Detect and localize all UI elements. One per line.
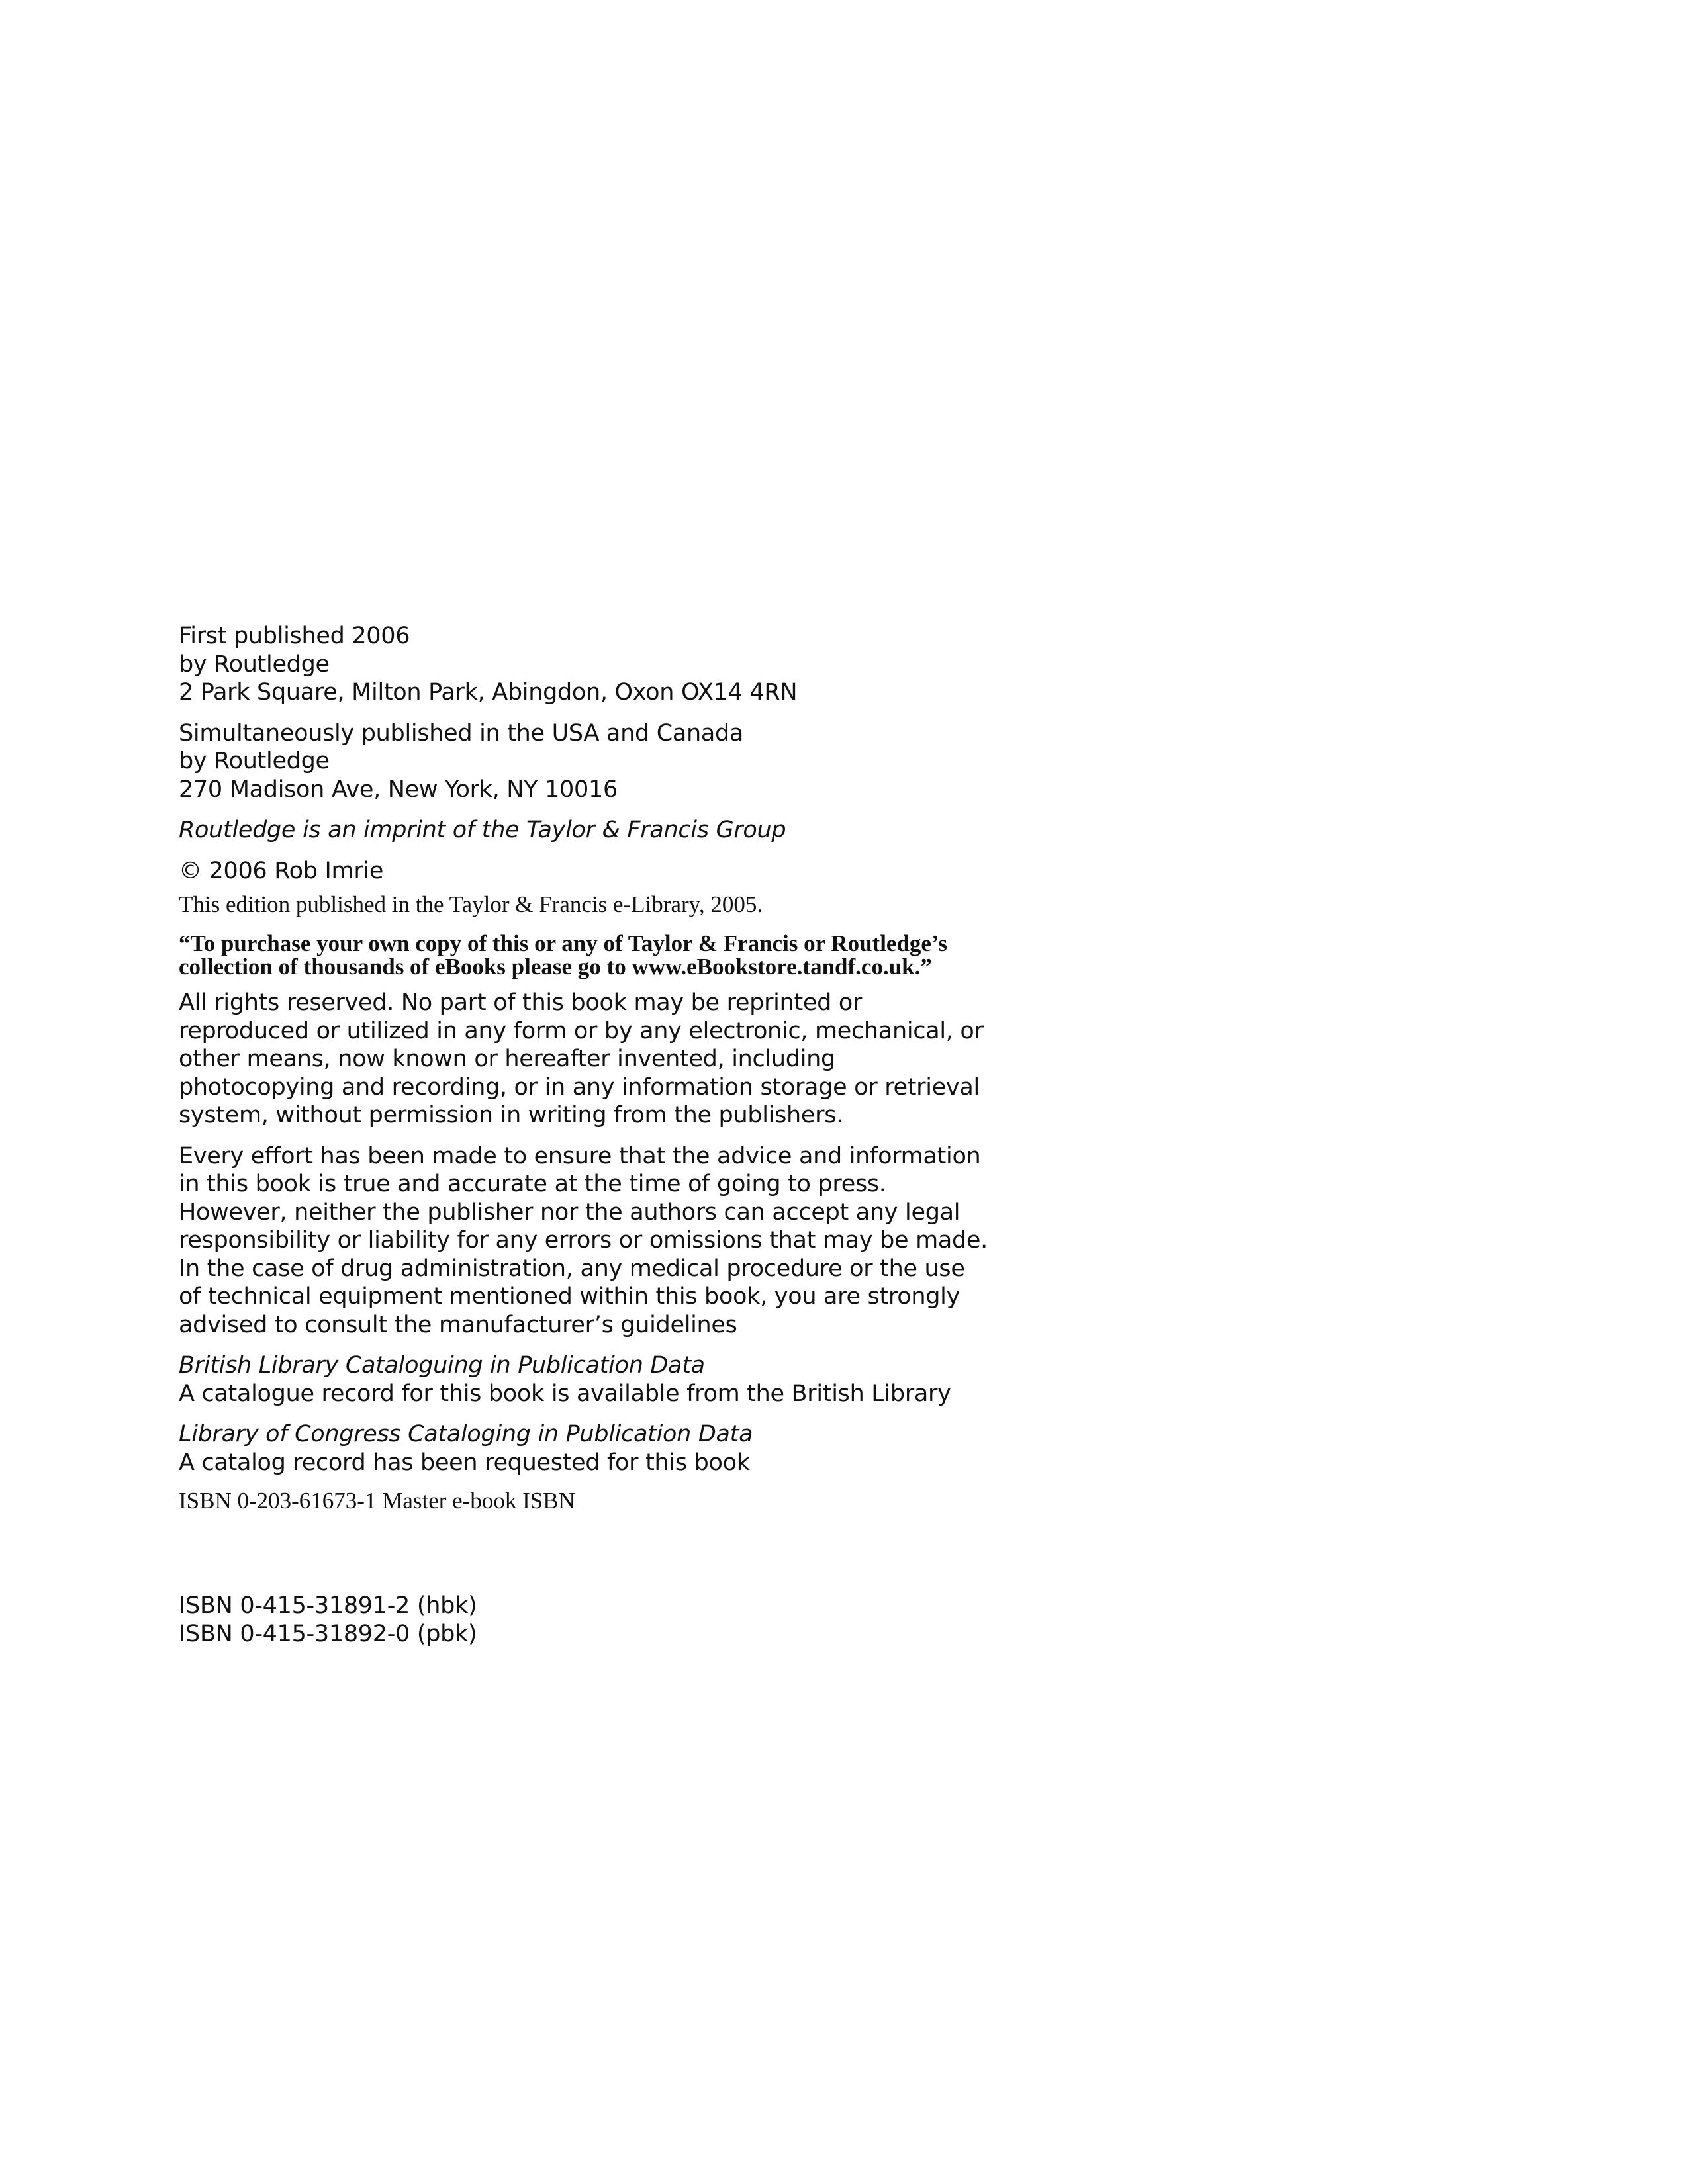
first-published-line: First published 2006 (179, 623, 410, 649)
publisher-line: by Routledge (179, 651, 330, 678)
master-ebook-isbn (179, 1489, 1039, 1512)
british-library-heading: British Library Cataloguing in Publication Data (179, 1352, 705, 1379)
ebook-purchase-line: “To purchase your own copy of this or any of Taylor & Francis or Routledge’s (179, 931, 947, 956)
library-of-congress-cip-block (179, 1420, 1039, 1477)
disclaimer-line: responsibility or liability for any errors or omissions that may be made. (179, 1227, 988, 1253)
imprint-block (179, 622, 1039, 1661)
rights-reserved-block (179, 989, 1039, 1130)
disclaimer-line: advised to consult the manufacturer’s guidelines (179, 1311, 737, 1338)
print-isbn-block (179, 1592, 1039, 1648)
british-library-text: A catalogue record for this book is available from the British Library (179, 1380, 951, 1407)
master-ebook-isbn-line: ISBN 0-203-61673-1 Master e-book ISBN (179, 1488, 575, 1514)
library-of-congress-heading: Library of Congress Cataloging in Publication Data (179, 1421, 753, 1447)
simultaneous-publication-block (179, 719, 1039, 804)
ebook-purchase-note (179, 932, 1039, 978)
copyright-notice (179, 857, 1039, 886)
disclaimer-block (179, 1142, 1039, 1340)
copyright-line: © 2006 Rob Imrie (179, 857, 384, 884)
disclaimer-line: Every effort has been made to ensure that the advice and information (179, 1142, 981, 1169)
rights-line: photocopying and recording, or in any information storage or retrieval (179, 1073, 980, 1101)
british-library-cip-block (179, 1351, 1039, 1408)
library-of-congress-text: A catalog record has been requested for this book (179, 1449, 750, 1476)
rights-line: system, without permission in writing from the publishers. (179, 1102, 843, 1128)
first-published-block (179, 622, 1039, 707)
imprint-note (179, 816, 1039, 844)
disclaimer-line: in this book is true and accurate at the time of going to press. (179, 1171, 886, 1197)
ebook-purchase-line: collection of thousands of eBooks please go to www.eBookstore.tandf.co.uk.” (179, 954, 932, 979)
isbn-paperback-line: ISBN 0-415-31892-0 (pbk) (179, 1620, 477, 1647)
ebook-edition-note (179, 893, 1039, 916)
isbn-hardback-line: ISBN 0-415-31891-2 (hbk) (179, 1592, 477, 1619)
rights-line: All rights reserved. No part of this book may be reprinted or (179, 989, 863, 1016)
disclaimer-line: However, neither the publisher nor the authors can accept any legal (179, 1199, 961, 1226)
rights-line: other means, now known or hereafter invented, including (179, 1046, 835, 1072)
uk-address-line: 2 Park Square, Milton Park, Abingdon, Oxon OX14 4RN (179, 679, 798, 705)
disclaimer-line: of technical equipment mentioned within this book, you are strongly (179, 1283, 960, 1310)
ebook-edition-line: This edition published in the Taylor & Francis e-Library, 2005. (179, 891, 763, 917)
us-address-line: 270 Madison Ave, New York, NY 10016 (179, 776, 618, 803)
rights-line: reproduced or utilized in any form or by any electronic, mechanical, or (179, 1017, 984, 1044)
simultaneous-line: Simultaneously published in the USA and Canada (179, 719, 744, 747)
us-publisher-line: by Routledge (179, 748, 330, 774)
imprint-note-line: Routledge is an imprint of the Taylor & Francis Group (179, 817, 786, 843)
disclaimer-line: In the case of drug administration, any medical procedure or the use (179, 1255, 965, 1282)
